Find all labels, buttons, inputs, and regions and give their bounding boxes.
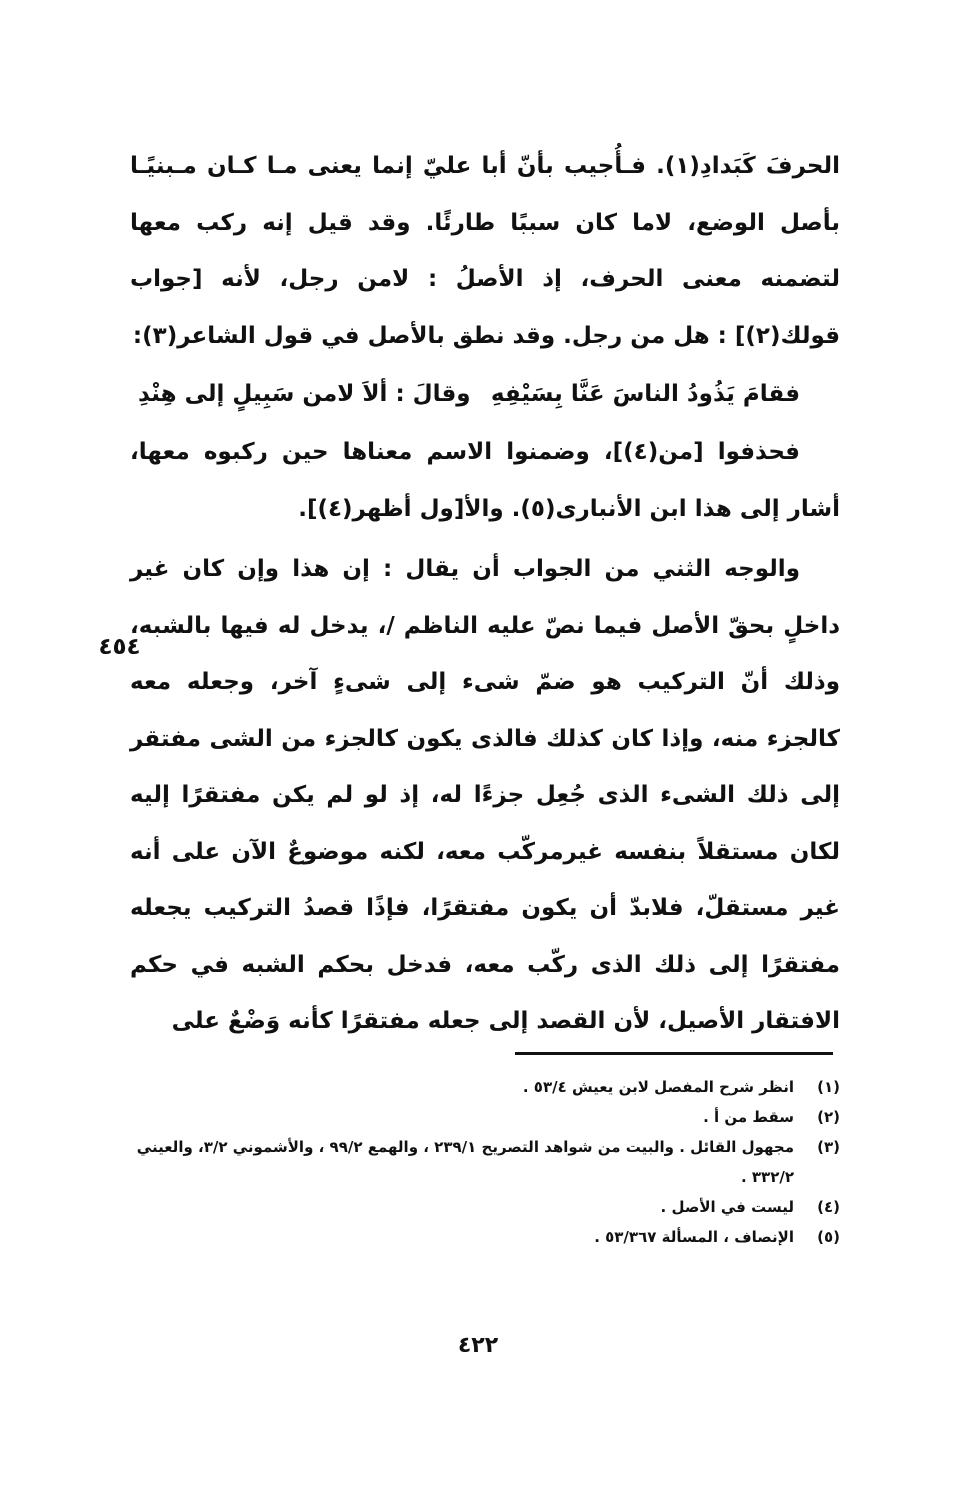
footnote-number: (٢) (817, 1108, 840, 1126)
manuscript-folio-marker: ٤٥٤ (98, 634, 141, 660)
footnote-item (92, 1222, 840, 1252)
paragraph-2: فحذفوا [من(٤)]، وضمنوا الاسم معناها حين ركبوه معها، أشار إلى هذا ابن الأنبارى(٥). والأ[ول أظهر(٤)]. (130, 439, 840, 522)
footnote-item (92, 1192, 840, 1222)
poetry-verse (130, 364, 840, 424)
paragraph-3: والوجه الثني من الجواب أن يقال : إن هذا وإن كان غير داخلٍ بحقّ الأصل فيما نصّ عليه الناظم /، يدخل له فيها بالشبه، وذلك أنّ التركيب هو ضمّ شىء إلى شىءٍ آخر، وجعله معه كالجزء منه، وإذا كان كذلك فالذى يكون كالجزء من الشى مفتقر إلى ذلك الشىء الذى جُعِل جزءًا له، إذ لو لم يكن مفتقرًا إليه لكان مستقلاً بنفسه غيرمركّب معه، لكنه موضوعٌ الآن على أنه غير مستقلّ، فلابدّ أن يكون مفتقرًا، فإذًا قصدُ التركيب يجعله مفتقرًا إلى ذلك الذى ركّب معه، فدخل بحكم الشبه في حكم الافتقار الأصيل، لأن القصد إلى جعله مفتقرًا كأنه وَضْعٌ على (130, 556, 840, 1034)
footnote-number: (١) (817, 1078, 840, 1096)
footnote-text: مجهول القائل . والبيت من شواهد التصريح ٢٣٩/١ ، والهمع ٩٩/٢ ، والأشموني ٣/٢، والعيني ٣٣٢/٢ . (136, 1138, 794, 1186)
verse-first-hemistich: فقامَ يَذُودُ الناسَ عَنَّا بِسَيْفِهِ (490, 381, 800, 407)
page-number: ٤٢٢ (457, 1333, 499, 1358)
verse-second-hemistich: وقالَ : ألاَ لامن سَبِيلٍ إلى هِنْدِ (138, 381, 471, 407)
footnote-number: (٣) (817, 1138, 840, 1156)
footnote-divider (515, 1052, 833, 1055)
footnote-text: ليست في الأصل . (660, 1198, 794, 1216)
footnote-text: الإنصاف ، المسألة ٥٣/٣٦٧ . (594, 1228, 794, 1246)
footnote-number: (٥) (817, 1228, 840, 1246)
footnote-item (92, 1072, 840, 1102)
footnote-number: (٤) (817, 1198, 840, 1216)
footnotes (92, 1072, 840, 1252)
footnote-text: انظر شرح المفصل لابن يعيش ٥٣/٤ . (522, 1078, 794, 1096)
footnote-text: سقط من أ . (703, 1108, 794, 1126)
footnote-item (92, 1102, 840, 1132)
paragraph-1: الحرفَ كَبَدادِ(١). فـأُجيب بأنّ أبا عليّ إنما يعنى مـا كـان مـبنيًـا بأصل الوضع، لاما كان سببًا طارئًا. وقد قيل إنه ركب معها لتضمنه معنى الحرف، إذ الأصلُ : لامن رجل، لأنه [جواب قولك(٢)] : هل من رجل. وقد نطق بالأصل في قول الشاعر(٣): (130, 153, 840, 349)
main-text (130, 138, 840, 1050)
footnote-item (92, 1132, 840, 1192)
